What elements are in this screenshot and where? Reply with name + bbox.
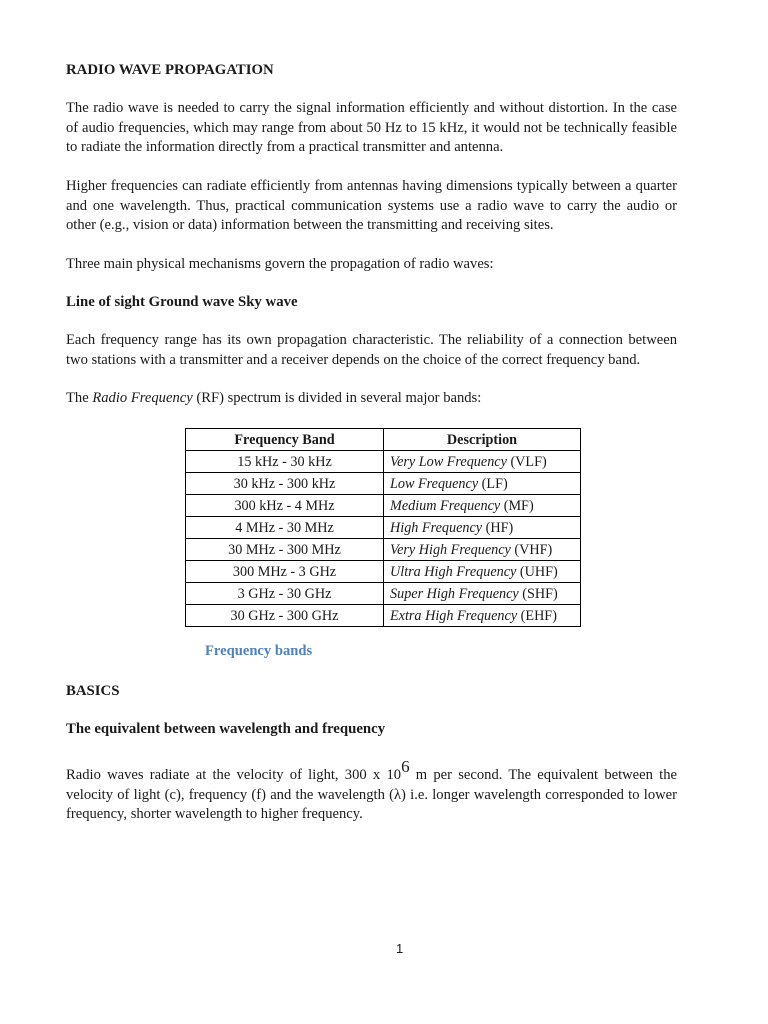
table-row	[186, 561, 581, 583]
paragraph-rf-spectrum	[66, 389, 677, 409]
frequency-bands-table	[185, 428, 581, 627]
description-abbr: (VLF)	[506, 453, 547, 470]
velocity-before: Radio waves radiate at the velocity of light, 300 x 10	[66, 767, 402, 783]
description-abbr: (LF)	[478, 475, 508, 492]
table-header-row	[186, 429, 581, 451]
description-name: Ultra High Frequency	[390, 563, 517, 580]
description-name: Extra High Frequency	[390, 607, 518, 624]
table-row	[186, 517, 581, 539]
paragraph-higher-frequencies: Higher frequencies can radiate efficiently from antennas having dimensions typically between a quarter and one wavelength. Thus, practical communication systems use a radio wave to carry the audio or other (e.g., vision or data) information between the transmitting and receiving sites.	[66, 178, 677, 233]
rf-italic-term: Radio Frequency	[92, 390, 193, 406]
basics-heading: BASICS	[66, 683, 120, 699]
table-row	[186, 539, 581, 561]
description-cell	[384, 517, 581, 539]
description-name: Medium Frequency	[390, 497, 501, 514]
header-description: Description	[384, 429, 581, 451]
rf-before: The	[66, 390, 93, 406]
description-name: Very High Frequency	[390, 541, 511, 558]
band-cell: 3 GHz - 30 GHz	[186, 583, 384, 605]
mechanisms-heading: Line of sight Ground wave Sky wave	[66, 294, 298, 310]
table-row	[186, 473, 581, 495]
description-cell	[384, 539, 581, 561]
description-name: Super High Frequency	[390, 585, 519, 602]
table-caption: Frequency bands	[205, 643, 313, 659]
description-abbr: (MF)	[500, 497, 534, 514]
table-row	[186, 605, 581, 627]
wavelength-subheading: The equivalent between wavelength and frequency	[66, 721, 386, 737]
band-cell: 30 GHz - 300 GHz	[186, 605, 384, 627]
description-abbr: (UHF)	[516, 563, 558, 580]
page-number: 1	[396, 941, 404, 956]
exponent: 6	[401, 757, 410, 776]
description-name: Very Low Frequency	[390, 453, 507, 470]
band-cell: 30 kHz - 300 kHz	[186, 473, 384, 495]
band-cell: 15 kHz - 30 kHz	[186, 451, 384, 473]
rf-after: (RF) spectrum is divided in several major bands:	[192, 390, 482, 406]
description-cell	[384, 583, 581, 605]
description-name: High Frequency	[390, 519, 483, 536]
description-cell	[384, 605, 581, 627]
table-row	[186, 495, 581, 517]
description-abbr: (SHF)	[518, 585, 558, 602]
paragraph-intro: The radio wave is needed to carry the signal information efficiently and without distortion. In the case of audio frequencies, which may range from about 50 Hz to 15 kHz, it would not be technically feasible to radiate the information directly from a practical transmitter and antenna.	[66, 100, 677, 155]
band-cell: 300 MHz - 3 GHz	[186, 561, 384, 583]
description-cell	[384, 451, 581, 473]
band-cell: 300 kHz - 4 MHz	[186, 495, 384, 517]
description-abbr: (EHF)	[517, 607, 557, 624]
band-cell: 30 MHz - 300 MHz	[186, 539, 384, 561]
paragraph-frequency-range: Each frequency range has its own propagation characteristic. The reliability of a connection between two stations with a transmitter and a receiver depends on the choice of the correct frequency band.	[66, 332, 677, 368]
description-name: Low Frequency	[390, 475, 479, 492]
description-cell	[384, 473, 581, 495]
description-cell	[384, 561, 581, 583]
description-abbr: (VHF)	[510, 541, 553, 558]
description-abbr: (HF)	[482, 519, 514, 536]
table-row	[186, 583, 581, 605]
page-title: RADIO WAVE PROPAGATION	[66, 62, 274, 78]
velocity-after: m per second. The equivalent between the velocity of light (c), frequency (f) and the wavelength (λ) i.e. longer wavelength corresponded to lower frequency, shorter wavelength to higher frequency.	[66, 767, 677, 822]
band-cell: 4 MHz - 30 MHz	[186, 517, 384, 539]
description-cell	[384, 495, 581, 517]
table-row	[186, 451, 581, 473]
paragraph-mechanisms-intro: Three main physical mechanisms govern the propagation of radio waves:	[66, 256, 494, 272]
paragraph-velocity-of-light	[66, 757, 677, 825]
header-frequency-band: Frequency Band	[186, 429, 384, 451]
